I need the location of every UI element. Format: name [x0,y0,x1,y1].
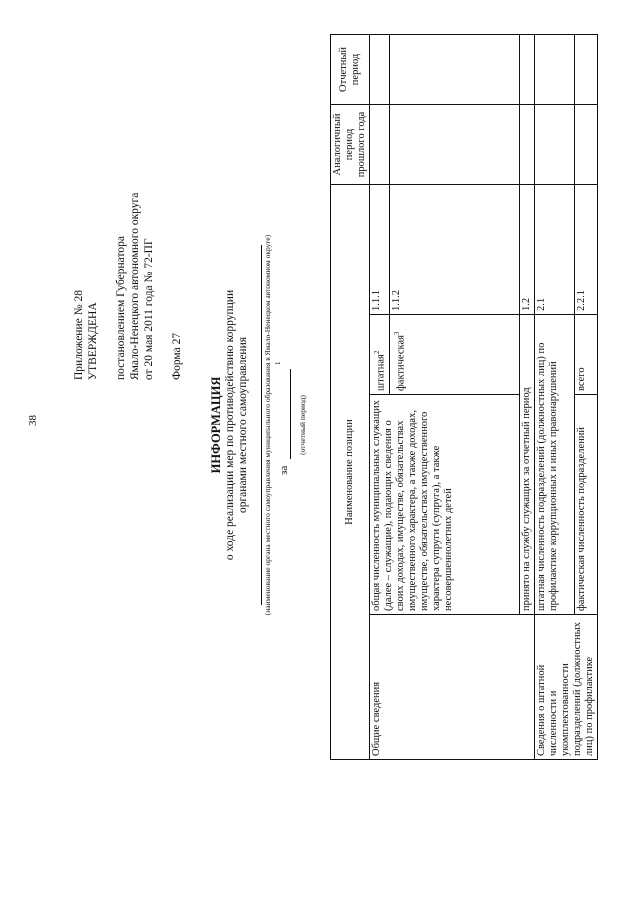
cell-actual-units: фактическая численность подразделений [575,395,598,615]
title-line-1: о ходе реализации мер по противодействию коррупции [223,289,236,561]
header-report-period: Отчетный период [331,34,370,104]
staff-label: штатная [375,354,387,391]
cell-code-2-2-1: 2.2.1 [575,184,598,314]
appendix-label: Приложение № 28 [73,290,85,380]
cell-code-1-1-1: 1.1.1 [370,184,390,314]
header-prev-period: Аналогичный период прошлого года [331,104,370,184]
cell-total: всего [575,315,598,395]
actual-label: фактическая [395,335,406,391]
cell-staffing-info: Сведения о штатной численности и укомплектованности подразделений (должностных лиц) по профилактике [534,615,597,760]
cell-prev-2-1[interactable] [534,104,575,184]
table-header-row [331,34,370,759]
period-row [273,195,292,655]
footnote-mark-2: 2 [373,350,381,355]
table-row [534,34,575,759]
cell-staff [370,315,390,395]
period-line [290,369,291,459]
title-line-2: органами местного самоуправления [237,336,249,514]
approval-block [72,50,184,380]
report-table [330,34,598,760]
cell-general: Общие сведения [370,615,535,760]
document-title: ИНФОРМАЦИЯ [209,376,223,474]
cell-code-2-1: 2.1 [534,184,575,314]
table-row [370,34,390,759]
cell-hired: принято на службу служащих за отчетный период [519,315,534,615]
cell-code-1-2: 1.2 [519,184,534,314]
approval-line-1: постановлением Губернатора [115,236,127,380]
approval-line-3: от 20 мая 2011 года № 72-ПГ [143,238,155,380]
cell-report-1-1-1[interactable] [370,34,390,104]
title-block [210,195,309,655]
cell-report-2-2-1[interactable] [575,34,598,104]
period-prefix: за [277,465,290,475]
cell-actual [389,315,519,395]
cell-report-1-2[interactable] [519,34,534,104]
footnote-mark-1: 1 [273,361,282,365]
cell-prev-1-2[interactable] [519,104,534,184]
org-name-line [261,245,262,605]
cell-code-1-1-2: 1.1.2 [389,184,519,314]
header-position: Наименование позиции [331,184,370,759]
form-number: Форма 27 [171,332,183,380]
cell-prev-1-1-1[interactable] [370,104,390,184]
cell-staff-units: штатная численность подразделений (должностных лиц) по профилактике коррупционных и иных правонарушений [534,315,575,615]
cell-report-1-1-2[interactable] [389,34,519,104]
approved-label: УТВЕРЖДЕНА [87,302,99,380]
cell-total-count: общая численность муниципальных служащих (далее – служащие), подающих сведения о своих доходах, имуществе, обязательствах имущественного характера, а также доходах, имуществе, обязательствах имущественного характера супруги (супруга), а также несовершеннолетних детей [370,395,520,615]
cell-prev-1-1-2[interactable] [389,104,519,184]
page-number: 38 [27,415,39,426]
approval-line-2: Ямало-Ненецкого автономного округа [129,192,141,380]
footnote-mark-3: 3 [392,331,401,336]
cell-report-2-1[interactable] [534,34,575,104]
period-caption: (отчетный период) [297,395,307,455]
cell-prev-2-2-1[interactable] [575,104,598,184]
org-name-caption: (наименование органа местного самоуправления муниципального образования в Ямало-Ненецком автономном округе) [262,234,272,616]
